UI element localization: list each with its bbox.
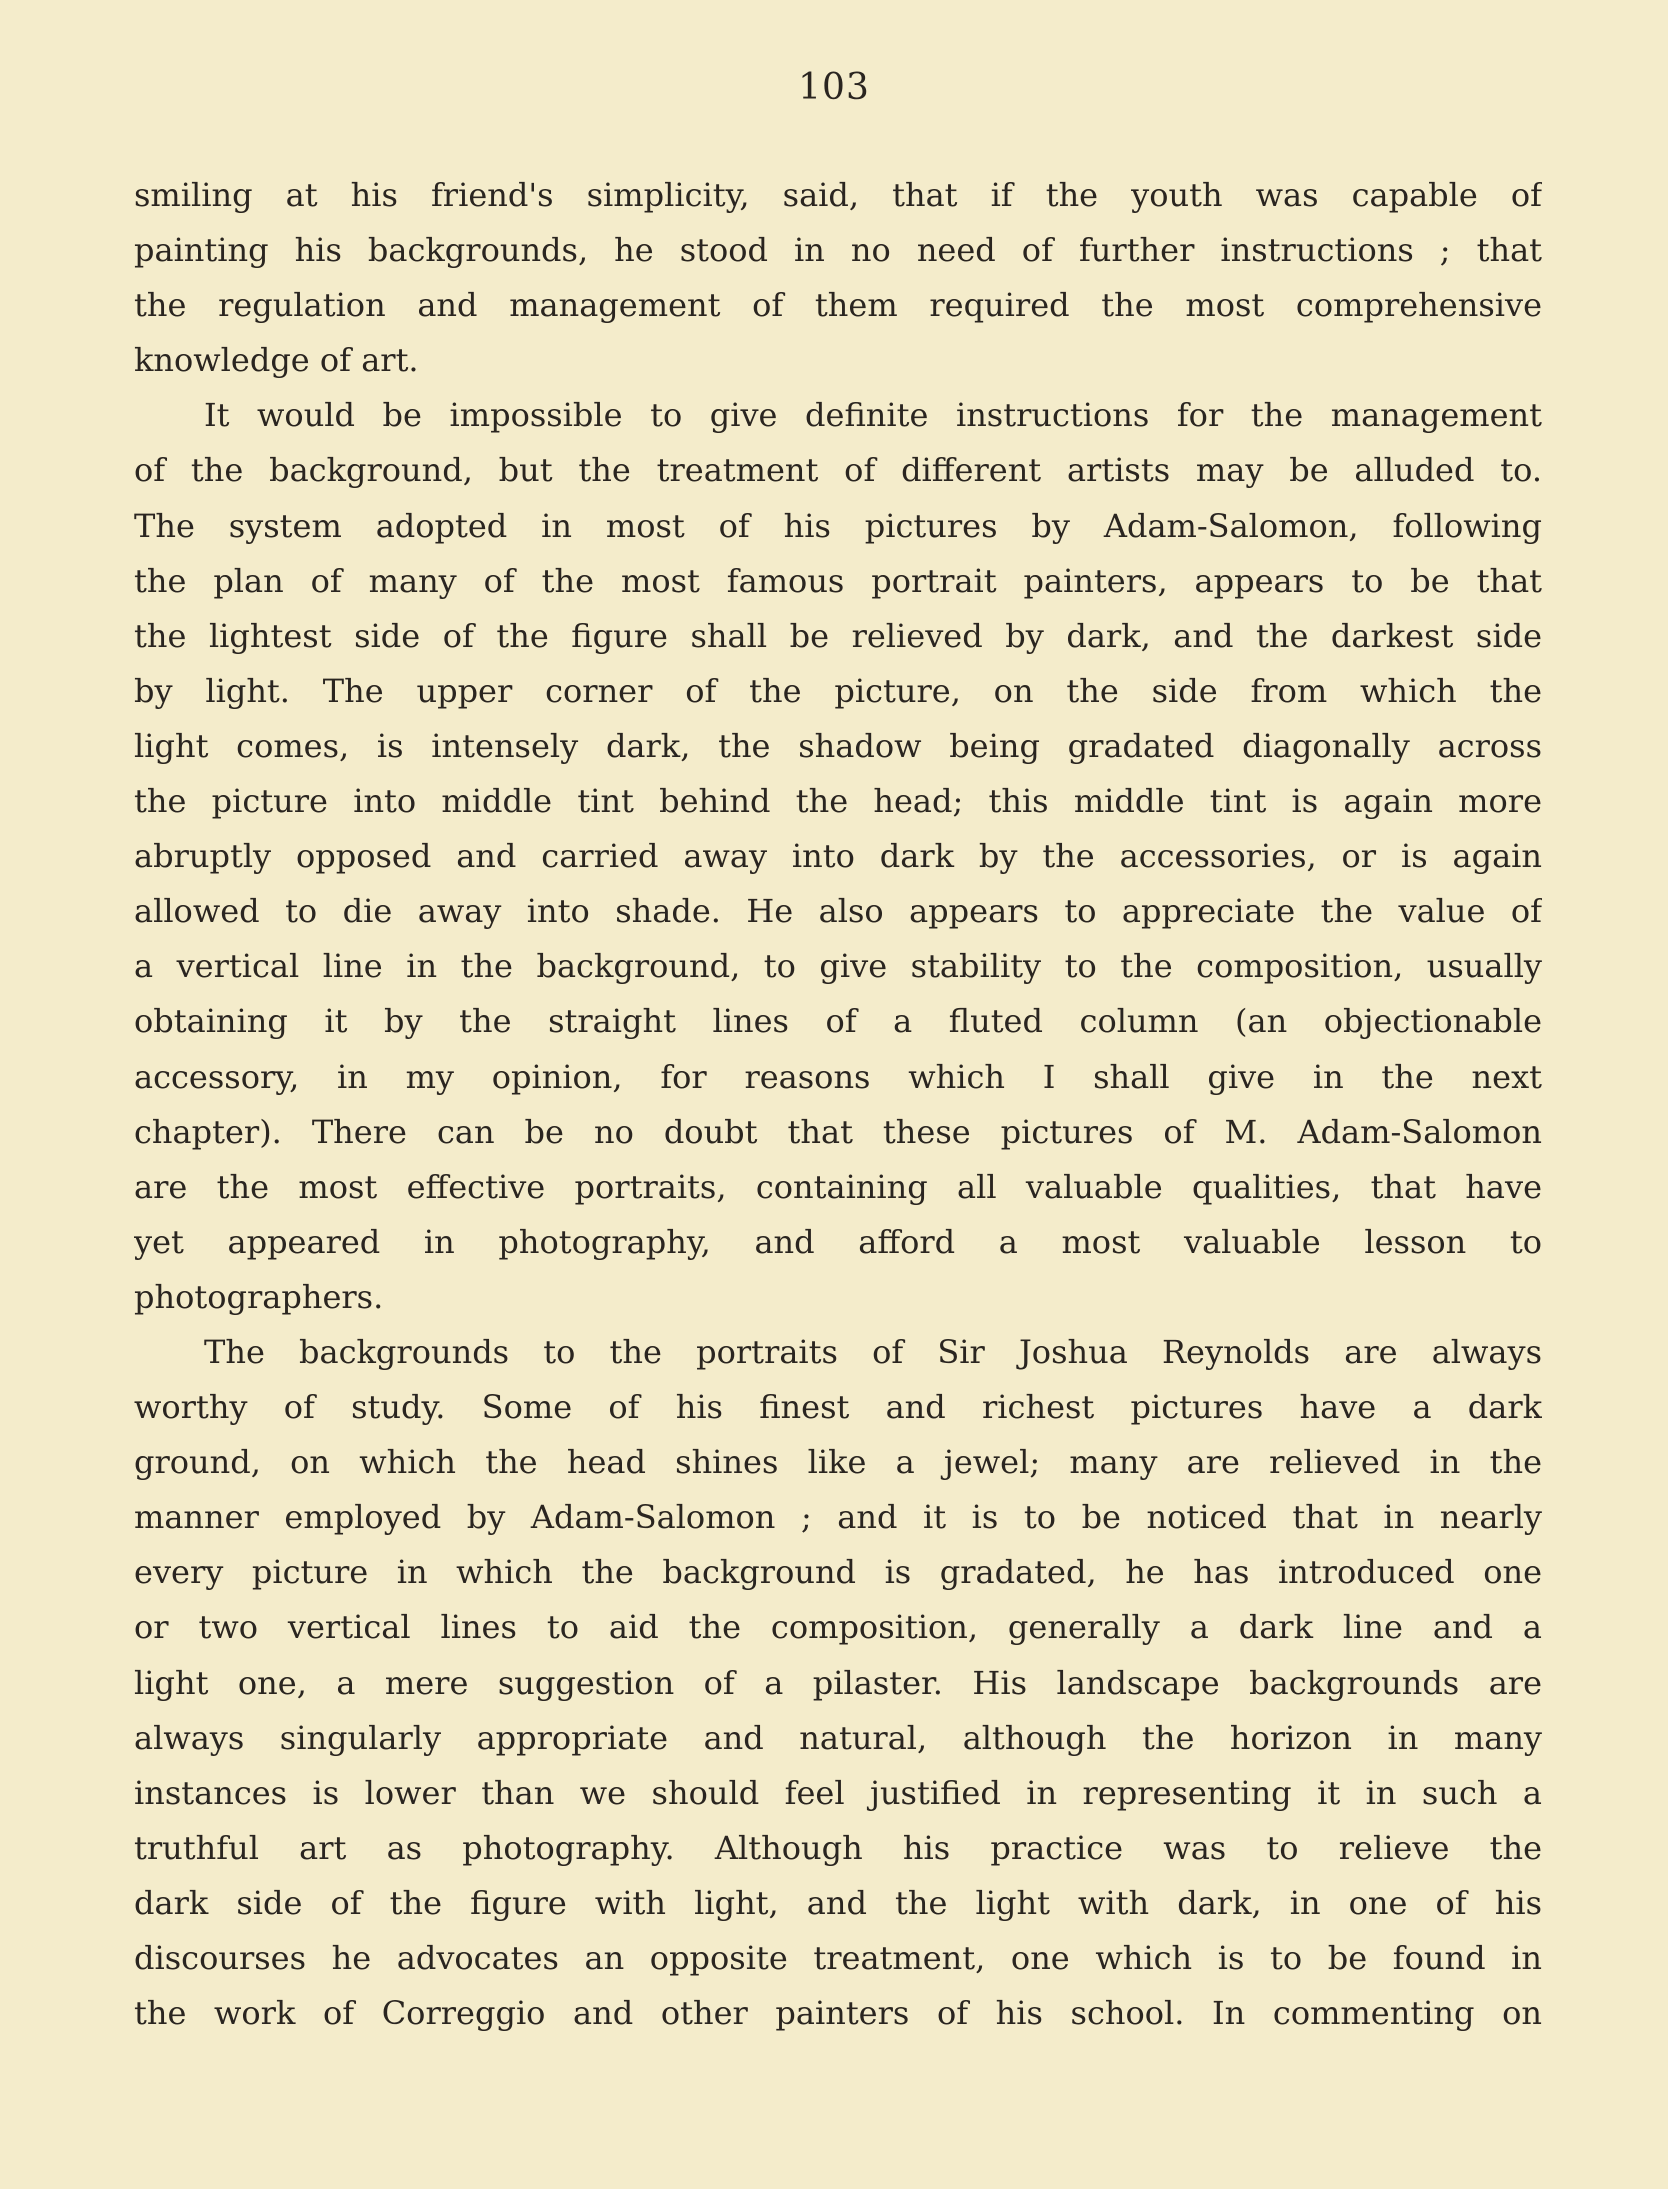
text-line: allowed to die away into shade. He also appears to appreciate the value of (134, 892, 1542, 931)
text-line: chapter). There can be no doubt that these pictures of M. Adam-Salomon (134, 1112, 1542, 1151)
text-line: light comes, is intensely dark, the shadow being gradated diagonally across (134, 726, 1542, 765)
text-line: a vertical line in the background, to give stability to the composition, usually (134, 947, 1542, 986)
paragraph-end-line: knowledge of art. (134, 341, 419, 380)
text-line: The system adopted in most of his pictures by Adam-Salomon, following (134, 506, 1542, 545)
text-line: are the most effective portraits, containing all valuable qualities, that have (134, 1167, 1542, 1206)
text-line: the lightest side of the figure shall be relieved by dark, and the darkest side (134, 616, 1542, 655)
text-line: light one, a mere suggestion of a pilaster. His landscape backgrounds are (134, 1663, 1542, 1702)
text-line: smiling at his friend's simplicity, said, that if the youth was capable of (134, 176, 1542, 214)
text-line: the regulation and management of them required the most comprehensive (134, 286, 1542, 325)
text-line: painting his backgrounds, he stood in no need of further instructions ; that (134, 231, 1542, 270)
text-line: always singularly appropriate and natural, although the horizon in many (134, 1718, 1542, 1757)
text-line: of the background, but the treatment of different artists may be alluded to. (134, 451, 1542, 490)
text-line: abruptly opposed and carried away into dark by the accessories, or is again (134, 837, 1542, 876)
text-line: worthy of study. Some of his finest and richest pictures have a dark (134, 1388, 1542, 1427)
text-line: the picture into middle tint behind the head; this middle tint is again more (134, 782, 1542, 821)
text-line: every picture in which the background is gradated, he has introduced one (134, 1553, 1542, 1592)
paragraph-start-line: It would be impossible to give definite instructions for the management (204, 396, 1542, 435)
text-line: by light. The upper corner of the picture, on the side from which the (134, 671, 1542, 710)
text-line: accessory, in my opinion, for reasons which I shall give in the next (134, 1057, 1542, 1096)
text-line: dark side of the figure with light, and the light with dark, in one of his (134, 1883, 1542, 1922)
page-number: 103 (798, 67, 870, 108)
paragraph-end-line: photographers. (134, 1277, 384, 1316)
text-line: discourses he advocates an opposite treatment, one which is to be found in (134, 1939, 1542, 1977)
text-line: ground, on which the head shines like a jewel; many are relieved in the (134, 1443, 1542, 1482)
text-line: yet appeared in photography, and afford a most valuable lesson to (134, 1222, 1542, 1261)
body-text (134, 168, 1542, 2041)
text-line: manner employed by Adam-Salomon ; and it is to be noticed that in nearly (134, 1498, 1542, 1537)
text-line: or two vertical lines to aid the composition, generally a dark line and a (134, 1608, 1542, 1647)
text-line: the work of Correggio and other painters of his school. In commenting on (134, 1994, 1542, 2033)
text-line: instances is lower than we should feel justified in representing it in such a (134, 1773, 1542, 1812)
paragraph-start-line: The backgrounds to the portraits of Sir Joshua Reynolds are always (204, 1332, 1542, 1371)
text-line: truthful art as photography. Although his practice was to relieve the (134, 1828, 1542, 1867)
text-line: obtaining it by the straight lines of a fluted column (an objectionable (134, 1002, 1542, 1041)
text-line: the plan of many of the most famous portrait painters, appears to be that (134, 561, 1542, 600)
